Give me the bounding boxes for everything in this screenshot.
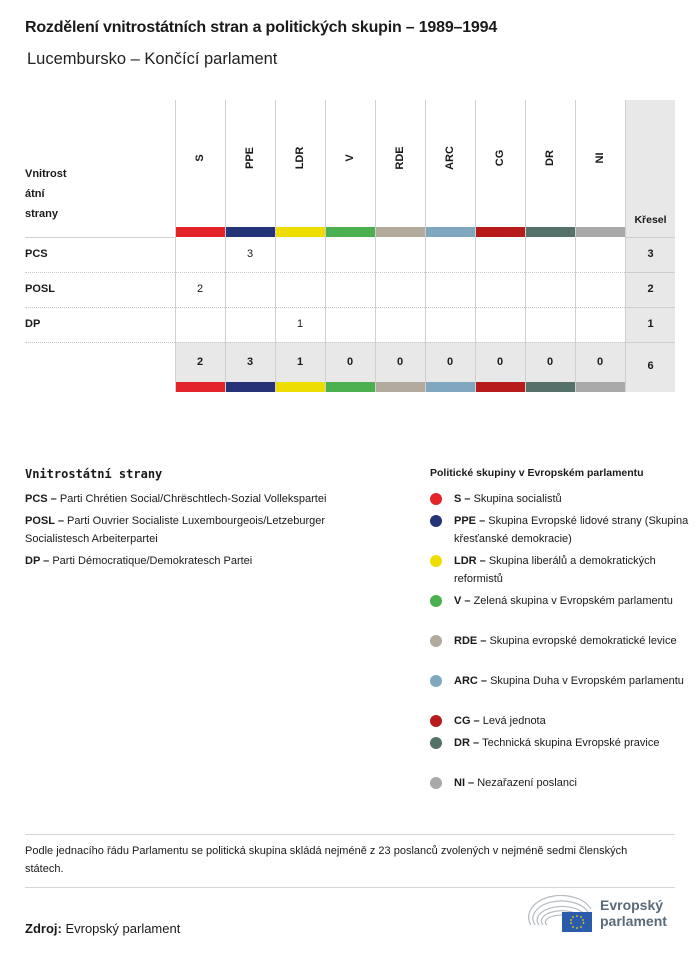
group-color-bar-bottom [276,382,325,392]
group-abbr: PPE [454,515,477,527]
political-group-item [430,490,690,508]
column-header-v [325,100,375,227]
group-abbr: V [454,595,462,607]
row-divider [25,342,625,343]
group-color-bar-bottom [426,382,475,392]
group-name: Skupina evropské demokratické levice [489,635,677,647]
separator: – [461,595,474,607]
group-abbr: S [454,493,462,505]
group-name: Skupina socialistů [473,493,562,505]
group-color-bar-bottom [476,382,525,392]
separator: – [477,635,490,647]
color-dot-icon [430,715,442,727]
column-total: 0 [496,356,504,368]
separator: – [47,493,60,505]
group-abbr: DR [454,737,470,749]
party-name: Parti Chrétien Social/Chrëschtlech-Sozial Vollekspartei [59,493,327,505]
grand-total: 6 [647,360,654,372]
group-color-bar-bottom [326,382,375,392]
color-dot-icon [430,493,442,505]
column-divider [625,100,626,392]
group-color-bar-bottom [526,382,575,392]
separator: – [470,715,483,727]
group-color-bar-top [576,227,625,237]
group-abbr: NI [454,777,465,789]
column-total: 0 [546,356,554,368]
column-header-dr [525,100,575,227]
group-color-bar-top [176,227,225,237]
group-color-bar-top [276,227,325,237]
row-total: 2 [647,283,654,295]
political-group-item [430,712,690,730]
separator: – [477,675,491,687]
separator: – [476,515,489,527]
group-name: Skupina Duha v Evropském parlamentu [490,675,684,687]
row-label-dp: DP [25,318,41,330]
row-divider [25,272,625,273]
color-dot-icon [430,515,442,527]
row-divider [25,307,625,308]
column-header-label: S [194,154,206,162]
group-color-bar-bottom [376,382,425,392]
european-parliament-logo [528,895,678,940]
group-abbr: LDR [454,555,477,567]
seat-count-cell: 1 [296,318,304,330]
political-group-item [430,592,690,610]
group-color-bar-bottom [576,382,625,392]
column-header-rde [375,100,425,227]
political-group-item [430,774,690,792]
row-total: 3 [647,248,654,260]
column-total: 0 [396,356,404,368]
party-abbr: POSL [25,515,55,527]
header-divider [25,237,175,238]
column-total: 3 [246,356,254,368]
political-group-item [430,672,690,690]
color-dot-icon [430,777,442,789]
source-label: Zdroj: [25,921,62,936]
column-header-label: CG [494,149,506,167]
color-dot-icon [430,555,442,567]
chart-title: Rozdělení vnitrostátních stran a politických skupin – 1989–1994 [25,19,498,36]
separator: – [469,737,483,749]
group-name: Skupina liberálů a demokratických reformistů [454,555,656,585]
row-total: 1 [647,318,654,330]
chart-subtitle: Lucembursko – Končící parlament [27,50,278,68]
column-header-ppe [225,100,275,227]
group-color-bar-top [476,227,525,237]
national-party-item [25,490,385,508]
column-header-label: PPE [244,146,256,170]
row-header-line: Vnitrost [25,168,67,180]
distribution-table [0,0,700,400]
seats-row-divider [626,342,675,343]
group-abbr: ARC [454,675,478,687]
separator: – [476,555,489,567]
row-label-posl: POSL [25,283,55,295]
footnote: Podle jednacího řádu Parlamentu se politická skupina skládá nejméně z 23 poslanců zvolených v nejméně sedmi členských státech. [25,845,628,875]
political-group-item [430,512,690,548]
color-dot-icon [430,595,442,607]
national-party-item [25,552,385,570]
party-name: Parti Démocratique/Demokratesch Partei [52,555,253,567]
seats-row-divider [626,307,675,308]
group-name: Skupina Evropské lidové strany (Skupina křesťanské demokracie) [454,515,689,545]
color-dot-icon [430,675,442,687]
seat-count-cell: 3 [246,248,254,260]
group-name: Nezařazení poslanci [477,777,577,789]
group-color-bar-bottom [226,382,275,392]
logo-text-line1: Evropský [600,897,664,913]
party-abbr: PCS [25,493,48,505]
seat-count-cell: 2 [196,283,204,295]
divider [25,887,675,888]
seats-column-bg [626,100,675,392]
divider [25,834,675,835]
political-group-item [430,632,690,650]
row-header-line: strany [25,208,59,220]
row-header-label [25,164,85,224]
column-header-label: NI [594,152,606,164]
european-parliament-logo-icon [528,895,598,935]
column-header-label: ARC [444,146,456,170]
column-total: 0 [596,356,604,368]
source [25,921,180,936]
column-header-label: V [344,154,356,162]
separator: – [465,777,478,789]
national-parties-title: Vnitrostátní strany [25,467,163,481]
column-header-cg [475,100,525,227]
column-header-arc [425,100,475,227]
column-total: 0 [446,356,454,368]
row-label-pcs: PCS [25,248,48,260]
separator: – [54,515,67,527]
group-abbr: RDE [454,635,478,647]
party-abbr: DP [25,555,41,567]
party-name: Parti Ouvrier Socialiste Luxembourgeois/Letzeburger Socialistesch Arbeiterpartei [25,515,326,545]
seats-row-divider [626,272,675,273]
seats-column-header: Křesel [634,214,667,226]
group-name: Levá jednota [482,715,546,727]
political-groups-title: Politické skupiny v Evropském parlamentu [430,467,644,479]
group-color-bar-top [376,227,425,237]
source-value: Evropský parlament [65,921,181,936]
group-color-bar-bottom [176,382,225,392]
column-total: 2 [196,356,204,368]
color-dot-icon [430,737,442,749]
column-header-ldr [275,100,325,227]
row-header-line: átní [25,188,45,200]
group-color-bar-top [226,227,275,237]
color-dot-icon [430,635,442,647]
seats-row-divider [626,237,675,238]
group-color-bar-top [326,227,375,237]
group-color-bar-top [526,227,575,237]
political-group-item [430,734,690,752]
column-total: 1 [296,356,304,368]
separator: – [40,555,53,567]
column-header-label: RDE [394,146,406,170]
national-party-item [25,512,385,548]
column-total: 0 [346,356,354,368]
group-abbr: CG [454,715,471,727]
column-header-ni [575,100,625,227]
group-name: Zelená skupina v Evropském parlamentu [473,595,673,607]
logo-text-line2: parlament [600,913,667,929]
group-color-bar-top [426,227,475,237]
separator: – [461,493,474,505]
column-header-label: LDR [294,146,306,170]
column-header-label: DR [544,150,556,166]
political-group-item [430,552,690,588]
column-header-s [175,100,225,227]
group-name: Technická skupina Evropské pravice [482,737,660,749]
